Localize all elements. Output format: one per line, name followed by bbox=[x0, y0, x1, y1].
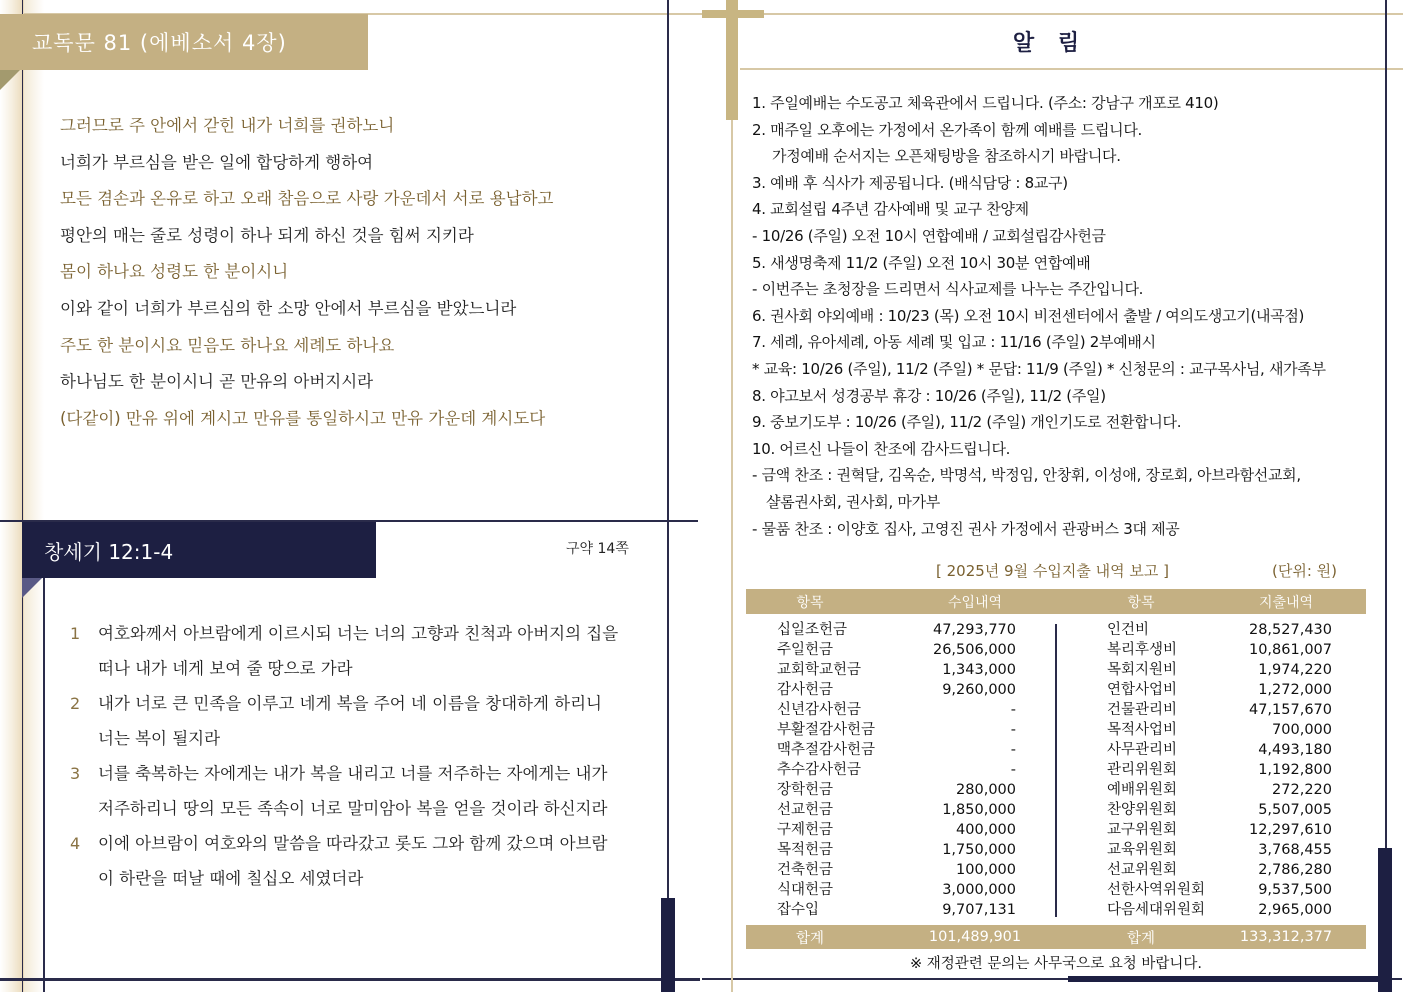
verse bbox=[66, 616, 656, 686]
reading-line: (다같이) 만유 위에 계시고 만유를 통일하시고 만유 가운데 계시도다 bbox=[60, 408, 546, 428]
expense-amount: 1,192,800 bbox=[1258, 762, 1332, 778]
reading-line: 주도 한 분이시요 믿음도 하나요 세례도 하나요 bbox=[60, 335, 395, 355]
expense-item: 관리위원회 bbox=[1107, 762, 1178, 778]
notice-item: 6. 권사회 야외예배 : 10/23 (목) 오전 10시 비전센터에서 출발 / 여의도생고기(내곡점) bbox=[752, 306, 1305, 325]
income-amount: 1,343,000 bbox=[942, 662, 1016, 678]
income-item: 구제헌금 bbox=[777, 822, 834, 838]
finance-unit: (단위: 원) bbox=[1272, 562, 1337, 580]
finance-row bbox=[746, 640, 1366, 660]
expense-amount: 1,272,000 bbox=[1258, 682, 1332, 698]
expense-item: 건물관리비 bbox=[1107, 702, 1178, 718]
notice-item: 1. 주일예배는 수도공고 체육관에서 드립니다. (주소: 강남구 개포로 410) bbox=[752, 94, 1219, 112]
notice-item: 4. 교회설립 4주년 감사예배 및 교구 찬양제 bbox=[752, 200, 1029, 219]
verse-number: 1 bbox=[70, 624, 81, 643]
income-amount: 47,293,770 bbox=[932, 622, 1016, 638]
expense-item: 복리후생비 bbox=[1107, 642, 1178, 658]
income-item: 장학헌금 bbox=[777, 782, 834, 798]
income-item: 교회학교헌금 bbox=[777, 662, 862, 678]
verse-number: 4 bbox=[70, 834, 81, 853]
ribbon-fold bbox=[22, 578, 42, 598]
expense-item: 목회지원비 bbox=[1107, 662, 1178, 678]
verse-line: 너를 축복하는 자에게는 내가 복을 내리고 너를 저주하는 자에게는 내가 bbox=[98, 764, 608, 783]
notice-item: - 물품 찬조 : 이양호 집사, 고영진 권사 가정에서 관광버스 3대 제공 bbox=[752, 519, 1180, 538]
header-expense-item: 항목 bbox=[1127, 594, 1155, 611]
left-margin-line bbox=[22, 0, 23, 992]
responsive-reading bbox=[60, 112, 640, 441]
notice-item: - 10/26 (주일) 오전 10시 연합예배 / 교회설립감사헌금 bbox=[752, 226, 1106, 245]
expense-amount: 4,493,180 bbox=[1258, 742, 1332, 758]
cross-icon-horizontal bbox=[702, 10, 764, 18]
responsive-reading-title: 교독문 81 (에베소서 4장) bbox=[0, 14, 368, 70]
finance-total-row bbox=[746, 925, 1366, 949]
income-item: 선교헌금 bbox=[777, 802, 834, 818]
scripture-verses bbox=[66, 616, 656, 896]
verse-number: 3 bbox=[70, 764, 81, 783]
finance-row bbox=[746, 780, 1366, 800]
cross-icon-vertical bbox=[726, 0, 738, 120]
finance-row bbox=[746, 740, 1366, 760]
expense-item: 교육위원회 bbox=[1107, 842, 1178, 858]
expense-amount: 2,786,280 bbox=[1258, 862, 1332, 878]
expense-item: 선한사역위원회 bbox=[1107, 882, 1206, 898]
notice-item: 8. 야고보서 성경공부 휴강 : 10/26 (주일), 11/2 (주일) bbox=[752, 386, 1106, 405]
scripture-page-ref: 구약 14쪽 bbox=[566, 541, 629, 557]
notice-item: 7. 세례, 유아세례, 아동 세례 및 입교 : 11/16 (주일) 2부예배시 bbox=[752, 333, 1156, 352]
finance-row bbox=[746, 700, 1366, 720]
income-amount: 26,506,000 bbox=[932, 642, 1016, 658]
expense-item: 연합사업비 bbox=[1107, 682, 1178, 698]
income-amount: 3,000,000 bbox=[942, 882, 1016, 898]
finance-row bbox=[746, 840, 1366, 860]
ribbon-fold bbox=[0, 70, 20, 90]
scripture-title: 창세기 12:1-4 bbox=[22, 522, 376, 578]
expense-item: 찬양위원회 bbox=[1107, 802, 1178, 818]
income-item: 십일조헌금 bbox=[777, 622, 848, 638]
income-item: 신년감사헌금 bbox=[777, 702, 862, 718]
verse-line: 저주하리니 땅의 모든 족속이 너로 말미암아 복을 얻을 것이라 하신지라 bbox=[98, 799, 608, 818]
income-item: 건축헌금 bbox=[777, 862, 834, 878]
expense-amount: 1,974,220 bbox=[1258, 662, 1332, 678]
expense-amount: 3,768,455 bbox=[1258, 842, 1332, 858]
verse bbox=[66, 686, 656, 756]
verse bbox=[66, 826, 656, 896]
income-amount: 9,707,131 bbox=[942, 902, 1016, 918]
verse-line: 너는 복이 될지라 bbox=[98, 729, 221, 748]
finance-table-header bbox=[746, 589, 1366, 614]
finance-row bbox=[746, 760, 1366, 780]
verse-line: 떠나 내가 네게 보여 줄 땅으로 가라 bbox=[98, 659, 353, 678]
total-expense-label: 합계 bbox=[1126, 930, 1155, 947]
total-expense-amount: 133,312,377 bbox=[1239, 929, 1333, 945]
accent-bar-left bbox=[661, 898, 675, 992]
expense-amount: 700,000 bbox=[1272, 722, 1332, 738]
finance-row bbox=[746, 880, 1366, 900]
income-item: 잡수입 bbox=[777, 902, 820, 918]
expense-item: 인건비 bbox=[1107, 622, 1150, 638]
notice-item: 3. 예배 후 식사가 제공됩니다. (배식담당 : 8교구) bbox=[752, 173, 1068, 192]
expense-amount: 9,537,500 bbox=[1258, 882, 1332, 898]
income-item: 추수감사헌금 bbox=[777, 762, 862, 778]
page-edge-shadow bbox=[0, 0, 24, 992]
expense-amount: 2,965,000 bbox=[1258, 902, 1332, 918]
finance-row bbox=[746, 680, 1366, 700]
income-amount: 400,000 bbox=[956, 822, 1016, 838]
center-divider-left bbox=[667, 0, 669, 898]
reading-line: 평안의 매는 줄로 성령이 하나 되게 하신 것을 힘써 지키라 bbox=[60, 225, 474, 245]
income-amount: - bbox=[1010, 722, 1016, 738]
total-income-amount: 101,489,901 bbox=[928, 929, 1022, 945]
expense-item: 목적사업비 bbox=[1107, 722, 1178, 738]
right-margin-line bbox=[1385, 0, 1387, 848]
income-amount: 9,260,000 bbox=[942, 682, 1016, 698]
notice-item: 샬롬권사회, 권사회, 마가부 bbox=[766, 492, 940, 511]
income-item: 식대헌금 bbox=[777, 882, 834, 898]
notice-item: 5. 새생명축제 11/2 (주일) 오전 10시 30분 연합예배 bbox=[752, 253, 1091, 272]
notice-item: - 금액 찬조 : 권혁달, 김옥순, 박명석, 박정임, 안창휘, 이성애, 장로회, 아브라함선교회, bbox=[752, 466, 1301, 485]
notice-item: 가정예배 순서지는 오픈채팅방을 참조하시기 바랍니다. bbox=[772, 147, 1121, 166]
notices-list bbox=[752, 90, 1372, 542]
left-inner-line bbox=[43, 578, 45, 992]
finance-row bbox=[746, 820, 1366, 840]
verse-line: 이에 아브람이 여호와의 말씀을 따라갔고 롯도 그와 함께 갔으며 아브람 bbox=[98, 834, 608, 853]
income-amount: - bbox=[1010, 762, 1016, 778]
finance-row bbox=[746, 860, 1366, 880]
verse-line: 이 하란을 떠날 때에 칠십오 세였더라 bbox=[98, 869, 364, 888]
title-gold-rule bbox=[740, 68, 1403, 70]
right-gold-vertical bbox=[731, 120, 733, 992]
income-item: 주일헌금 bbox=[777, 642, 834, 658]
reading-line: 이와 같이 너희가 부르심의 한 소망 안에서 부르심을 받았느니라 bbox=[60, 298, 517, 318]
reading-line: 하나님도 한 분이시니 곧 만유의 아버지시라 bbox=[60, 372, 374, 392]
reading-line: 너희가 부르심을 받은 일에 합당하게 행하여 bbox=[60, 152, 374, 172]
accent-bar-bottom bbox=[1068, 976, 1380, 982]
accent-bar-right bbox=[1378, 848, 1392, 992]
notice-item: - 이번주는 초청장을 드리면서 식사교제를 나누는 주간입니다. bbox=[752, 280, 1144, 299]
verse-line: 내가 너로 큰 민족을 이루고 네게 복을 주어 네 이름을 창대하게 하리니 bbox=[98, 694, 602, 713]
expense-amount: 47,157,670 bbox=[1248, 702, 1332, 718]
notice-item: 9. 중보기도부 : 10/26 (주일), 11/2 (주일) 개인기도로 전환합니다. bbox=[752, 413, 1182, 432]
income-item: 목적헌금 bbox=[777, 842, 834, 858]
finance-table-body bbox=[746, 620, 1366, 920]
income-item: 감사헌금 bbox=[777, 682, 834, 698]
finance-report-title: [ 2025년 9월 수입지출 내역 보고 ] bbox=[936, 562, 1169, 580]
notice-item: 10. 어르신 나들이 찬조에 감사드립니다. bbox=[752, 439, 1011, 458]
finance-row bbox=[746, 720, 1366, 740]
header-income-amount: 수입내역 bbox=[947, 594, 1003, 611]
income-item: 부활절감사헌금 bbox=[777, 722, 876, 738]
header-expense-amount: 지출내역 bbox=[1258, 594, 1314, 611]
reading-line: 모든 겸손과 온유로 하고 오래 참음으로 사랑 가운데서 서로 용납하고 bbox=[60, 189, 554, 209]
expense-item: 예배위원회 bbox=[1107, 782, 1178, 798]
reading-line: 몸이 하나요 성령도 한 분이시니 bbox=[60, 262, 289, 282]
finance-note: ※ 재정관련 문의는 사무국으로 요청 바랍니다. bbox=[910, 956, 1202, 972]
income-amount: 100,000 bbox=[956, 862, 1016, 878]
notice-item: * 교육: 10/26 (주일), 11/2 (주일) * 문답: 11/9 (주일) * 신청문의 : 교구목사님, 새가족부 bbox=[752, 359, 1326, 378]
expense-amount: 12,297,610 bbox=[1248, 822, 1332, 838]
expense-amount: 10,861,007 bbox=[1248, 642, 1332, 658]
verse bbox=[66, 756, 656, 826]
income-amount: - bbox=[1010, 702, 1016, 718]
verse-number: 2 bbox=[70, 694, 81, 713]
bottom-rule-left bbox=[0, 978, 700, 981]
income-amount: 1,750,000 bbox=[942, 842, 1016, 858]
expense-item: 선교위원회 bbox=[1107, 862, 1178, 878]
income-amount: - bbox=[1010, 742, 1016, 758]
finance-row bbox=[746, 620, 1366, 640]
header-income-item: 항목 bbox=[796, 594, 824, 611]
verse-line: 여호와께서 아브람에게 이르시되 너는 너의 고향과 친척과 아버지의 집을 bbox=[98, 624, 619, 643]
finance-row bbox=[746, 800, 1366, 820]
income-amount: 280,000 bbox=[956, 782, 1016, 798]
expense-item: 교구위원회 bbox=[1107, 822, 1178, 838]
expense-item: 사무관리비 bbox=[1107, 742, 1178, 758]
expense-item: 다음세대위원회 bbox=[1107, 902, 1206, 918]
total-income-label: 합계 bbox=[795, 930, 824, 947]
expense-amount: 5,507,005 bbox=[1258, 802, 1332, 818]
finance-row bbox=[746, 660, 1366, 680]
expense-amount: 28,527,430 bbox=[1248, 622, 1332, 638]
income-amount: 1,850,000 bbox=[942, 802, 1016, 818]
notices-title: 알 림 bbox=[1012, 31, 1088, 56]
expense-amount: 272,220 bbox=[1272, 782, 1332, 798]
finance-row bbox=[746, 900, 1366, 920]
income-item: 맥추절감사헌금 bbox=[777, 742, 876, 758]
reading-line: 그러므로 주 안에서 갇힌 내가 너희를 권하노니 bbox=[60, 116, 395, 135]
page-edge-shadow-inner bbox=[24, 0, 44, 992]
notice-item: 2. 매주일 오후에는 가정에서 온가족이 함께 예배를 드립니다. bbox=[752, 120, 1143, 139]
